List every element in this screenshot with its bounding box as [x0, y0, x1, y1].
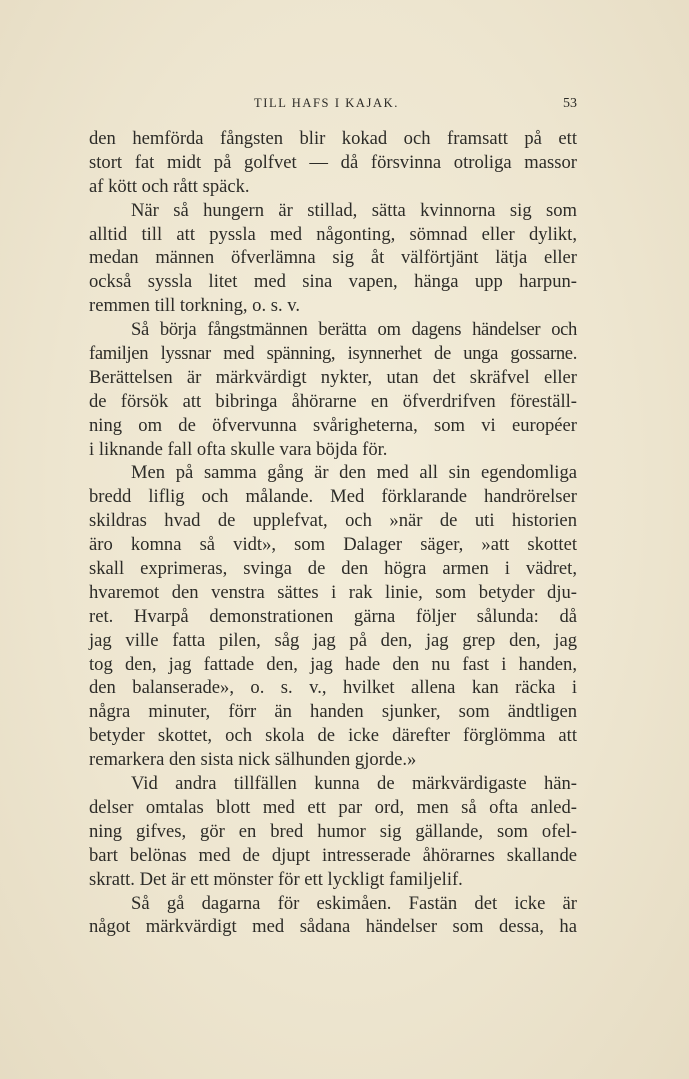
text-line: den hemförda fångsten blir kokad och framsatt på ett: [89, 128, 577, 149]
text-line: När så hungern är stillad, sätta kvinnorna sig som: [131, 199, 577, 221]
text-line: ning om de öfvervunna svårigheterna, som vi européer: [89, 414, 577, 436]
text-line: skratt. Det är ett mönster för ett lyckligt familjelif.: [89, 868, 463, 890]
text-line: betyder skottet, och skola de icke därefter förglömma att: [89, 725, 577, 747]
text-line: Men på samma gång är den med all sin egendomliga: [131, 462, 577, 484]
text-line: Så gå dagarna för eskimåen. Fastän det icke är: [131, 892, 577, 914]
text-line: remmen till torkning, o. s. v.: [89, 295, 301, 317]
text-line: äro komna så vidt», som Dalager säger, »att skottet: [89, 534, 577, 556]
text-line: skall exprimeras, svinga de den högra armen i vädret,: [89, 558, 577, 580]
text-line: delser omtalas blott med ett par ord, men så ofta anled-: [89, 796, 577, 818]
running-title: TILL HAFS I KAJAK.: [254, 96, 399, 110]
text-line: något märkvärdigt med sådana händelser som dessa, ha: [89, 916, 577, 938]
text-line: ret. Hvarpå demonstrationen gärna följer sålunda: då: [89, 605, 577, 627]
text-line: af kött och rått späck.: [89, 175, 250, 197]
text-line: den balanserade», o. s. v., hvilket allena kan räcka i: [89, 677, 577, 699]
text-line: tog den, jag fattade den, jag hade den nu fast i handen,: [89, 653, 577, 675]
text-line: Berättelsen är märkvärdigt nykter, utan det skräfvel eller: [89, 366, 577, 388]
text-line: familjen lyssnar med spänning, isynnerhet de unga gossarne.: [89, 343, 577, 365]
text-line: några minuter, förr än handen sjunker, som ändtligen: [89, 701, 577, 723]
text-line: stort fat midt på golfvet — då försvinna otroliga massor: [89, 151, 577, 173]
text-line: Så börja fångstmännen berätta om dagens händelser och: [131, 319, 577, 341]
page-header: [89, 96, 577, 118]
text-line: jag ville fatta pilen, såg jag på den, jag grep den, jag: [89, 629, 577, 651]
text-line: bredd liflig och målande. Med förklarande handrörelser: [89, 486, 577, 508]
text-line: de försök att bibringa åhörarne en öfverdrifven föreställ-: [89, 390, 577, 412]
text-line: bart belönas med de djupt intresserade åhörarnes skallande: [89, 844, 577, 866]
text-line: alltid till att pyssla med någonting, sömnad eller dylikt,: [89, 223, 577, 245]
text-line: Vid andra tillfällen kunna de märkvärdigaste hän-: [131, 773, 577, 795]
text-line: i liknande fall ofta skulle vara böjda för.: [89, 438, 388, 460]
text-line: medan männen öfverlämna sig åt välförtjänt lätja eller: [89, 247, 577, 269]
text-line: remarkera den sista nick sälhunden gjorde.»: [89, 749, 417, 771]
text-line: hvaremot den venstra sättes i rak linie, som betyder dju-: [89, 581, 577, 603]
page-number: 53: [563, 96, 577, 111]
body-text: [89, 127, 577, 939]
text-line: skildras hvad de upplefvat, och »när de uti historien: [89, 510, 577, 532]
text-line: ning gifves, gör en bred humor sig gällande, som ofel-: [89, 820, 577, 842]
text-line: också syssla litet med sina vapen, hänga upp harpun-: [89, 271, 577, 293]
